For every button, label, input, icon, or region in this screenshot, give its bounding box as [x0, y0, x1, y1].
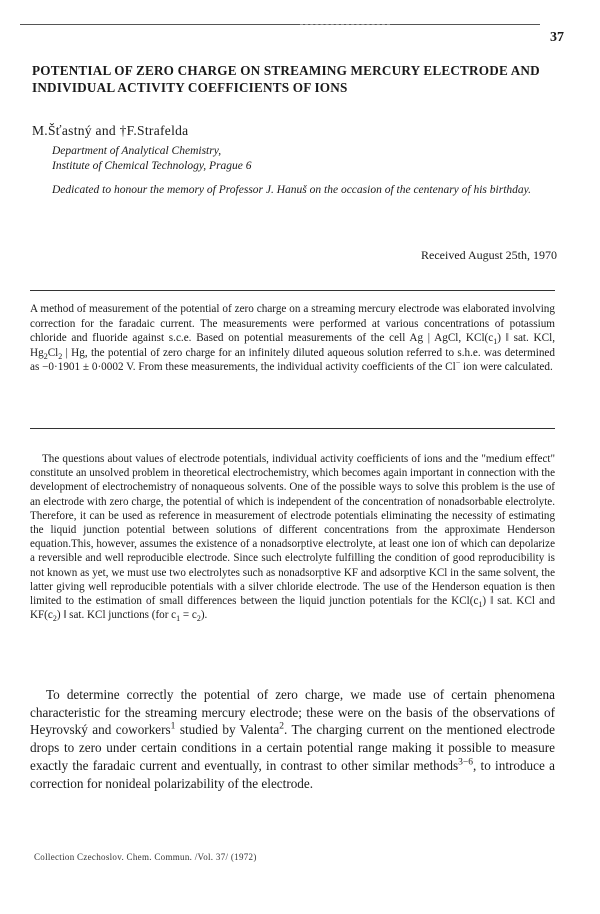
header-rule [20, 24, 540, 25]
dedication: Dedicated to honour the memory of Professor J. Hanuš on the occasion of the centenary of his birthday. [52, 184, 531, 196]
abstract-subscript: 2 [58, 351, 63, 361]
abstract-text: ) ǁ sat. KCl, Hg [30, 332, 555, 359]
body-subscript: 2 [52, 614, 57, 624]
abstract-text: | Hg, the potential of zero charge for an infinitely diluted aqueous solution referred to s.h.e. was determined as −0·1901 ± 0·0002 V. From these measurements, the individual activity coefficients of the Cl [30, 346, 555, 373]
reference-marker: 3−6 [458, 757, 473, 768]
reference-marker: 2 [279, 722, 284, 733]
body-text: = c [180, 609, 197, 622]
body-text: studied by Valenta [175, 722, 280, 738]
author-affiliation [52, 144, 252, 174]
abstract-subscript: 1 [493, 337, 498, 347]
body-text: ) ǁ sat. KCl junctions (for c [56, 609, 177, 622]
abstract-text: A method of measurement of the potential of zero charge on a streaming mercury electrode was elaborated involving correction for the faradaic current. The measurements were performed at various concentrations of potassium chloride and fluoride against s.c.e. Based on potential measurements of the cell Ag | AgCl, KCl(c [30, 303, 555, 344]
received-date: Received August 25th, 1970 [421, 248, 557, 262]
abstract-text: Cl [47, 346, 59, 359]
body-text: ). [200, 609, 208, 622]
body-text: , to introduce a correction for nonideal polarizability of the electrode. [30, 757, 555, 791]
affiliation-institute: Institute of Chemical Technology, Prague 6 [52, 160, 252, 172]
abstract-bottom-rule [30, 428, 555, 429]
header-rule-dashed [300, 24, 390, 25]
main-paragraph [30, 686, 555, 792]
body-text: To determine correctly the potential of zero charge, we made use of certain phenomena characteristic for the streaming mercury electrode; these were on the basis of the observations of Heyrovský and coworkers [30, 687, 555, 738]
affiliation-department: Department of Analytical Chemistry, [52, 145, 222, 157]
abstract [30, 302, 555, 375]
body-subscript: 2 [196, 614, 201, 624]
journal-citation-footer: Collection Czechoslov. Chem. Commun. /Vol. 37/ (1972) [34, 852, 257, 862]
article-authors: M.Šťastný and †F.Strafelda [32, 123, 189, 138]
body-subscript: 1 [478, 600, 483, 610]
reference-marker: 1 [170, 722, 176, 733]
introduction-paragraph [30, 452, 555, 622]
body-subscript: 1 [176, 614, 181, 624]
body-text: ) ǁ sat. KCl and KF(c [30, 595, 555, 622]
body-text: . The charging current on the mentioned electrode drops to zero under certain conditions in a certain potential range making it possible to measure exactly the faradaic current and eventually, in contrast to other similar methods [30, 722, 555, 773]
abstract-superscript: − [455, 358, 461, 368]
abstract-text: ion were calculated. [460, 361, 553, 373]
body-text: The questions about values of electrode potentials, individual activity coefficients of ions and the "medium effect" constitute an unsolved problem in theoretical electrochemistry, which becomes again important in connection with the development of electrochemistry of nonaqueous solvents. One of the possible ways to solve this problem is the use of an electrode with zero charge, the potential of which is independent of the concentration of nonadsorbable electrolyte. Therefore, it can be used as reference in measurement of electrode potentials eliminating the necessity of estimating the liquid junction potential between solutions of different concentrations from the approximate Henderson equation.This, however, assumes the existence of a nonadsorptive electrolyte, at least one ion of which can depolarize a reversible and well reproducible electrode. Since such electrolyte fulfilling the condition of good reproducibility is not known as yet, we must use two electrolytes such as nonadsorptive KF and adsorptive KCl in the same solvent, the latter giving well reproducible potentials with a silver chloride electrode. The use of the Henderson equation is then limited to the estimation of small differences between the liquid junction potentials for the KCl(c [30, 453, 555, 608]
abstract-top-rule [30, 290, 555, 291]
page-number: 37 [550, 30, 564, 45]
article-title: POTENTIAL OF ZERO CHARGE ON STREAMING MERCURY ELECTRODE AND INDIVIDUAL ACTIVITY COEFFICIENTS OF IONS [32, 63, 540, 95]
abstract-subscript: 2 [43, 351, 48, 361]
